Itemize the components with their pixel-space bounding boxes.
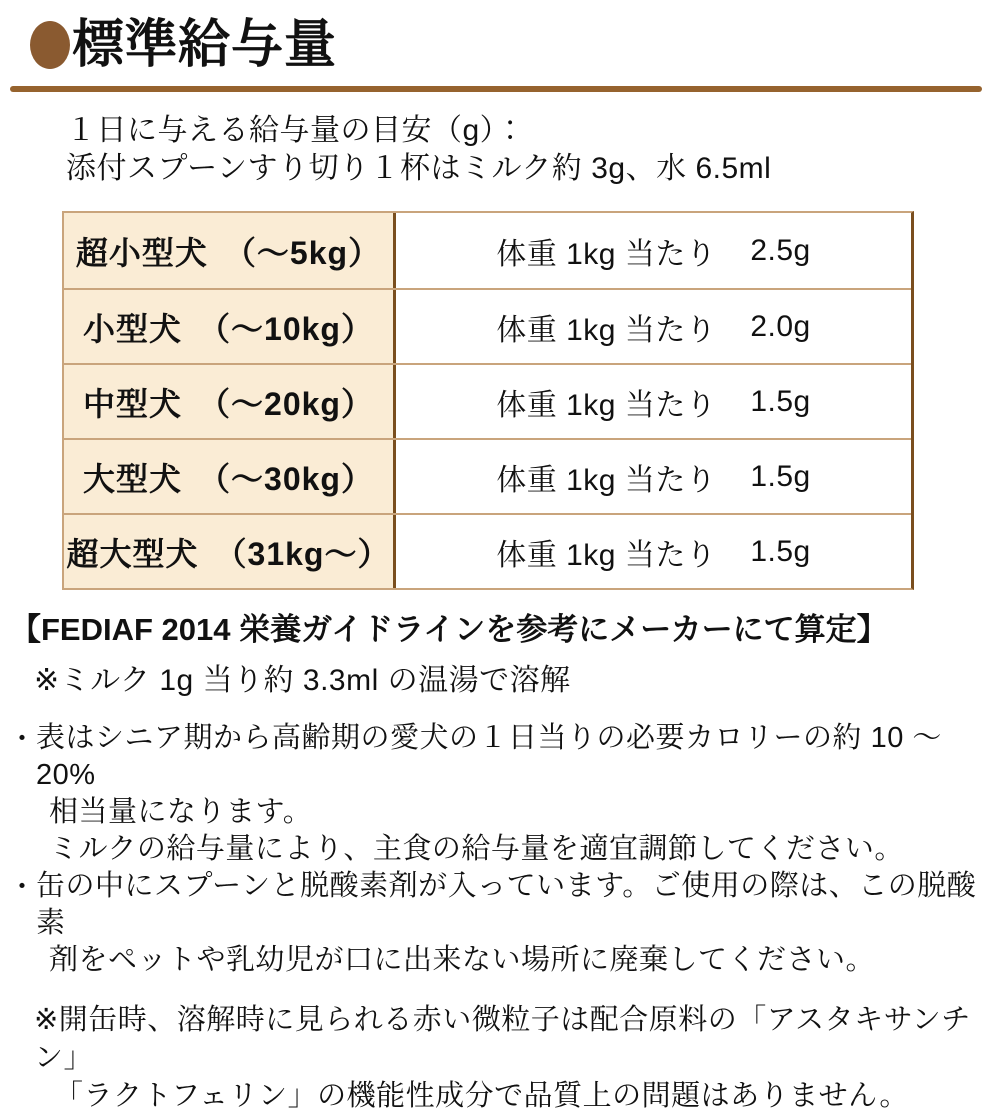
bullet-marker: ・ [8, 871, 37, 902]
dose-label: 体重 1kg 当たり [496, 313, 717, 347]
intro-text [66, 112, 1000, 188]
dog-size-range: （～20kg） [198, 385, 374, 422]
notes-bullet-list [8, 720, 1000, 979]
dose-amount: 1.5g [750, 384, 811, 418]
dose-cell [396, 365, 911, 438]
dose-amount: 2.5g [750, 233, 811, 267]
table-row [64, 288, 911, 363]
bullet-line: 缶の中にスプーンと脱酸素剤が入っています。ご使用の際は、この脱酸素 [36, 870, 977, 939]
milk-dissolve-note: ※ミルク 1g 当り約 3.3ml の温湯で溶解 [34, 664, 571, 697]
dog-size-category: 中型犬 [83, 385, 183, 422]
dose-amount: 1.5g [750, 459, 811, 493]
intro-line-1: １日に与える給与量の目安（g）： [66, 114, 526, 147]
dog-size-range: （31kg～） [214, 535, 391, 572]
table-row [64, 213, 911, 288]
dose-cell [396, 515, 911, 588]
note-line: 「ラクトフェリン」の機能性成分で品質上の問題はありません。 [54, 1080, 909, 1112]
dog-size-cell [64, 290, 396, 363]
red-particle-note [34, 1001, 1000, 1115]
bullet-marker: ・ [8, 723, 37, 754]
bullet-text [36, 720, 1000, 868]
intro-line-2: 添付スプーンすり切り１杯はミルク約 3g、水 6.5ml [66, 152, 772, 185]
dog-size-cell [64, 440, 396, 513]
table-row [64, 438, 911, 513]
bullet-line: 剤をペットや乳幼児が口に出来ない場所に廃棄してください。 [49, 944, 876, 976]
dose-cell [396, 213, 911, 288]
dog-size-range: （～10kg） [198, 310, 374, 347]
header-divider [10, 86, 982, 92]
brown-circle-icon [30, 21, 70, 69]
table-row [64, 513, 911, 588]
bullet-line: 表はシニア期から高齢期の愛犬の１日当りの必要カロリーの約 10 ～ 20% [36, 722, 942, 791]
dog-size-category: 超小型犬 [75, 234, 208, 271]
dose-amount: 1.5g [750, 534, 811, 568]
dose-amount: 2.0g [750, 309, 811, 343]
dog-size-cell [64, 365, 396, 438]
list-item [8, 868, 1000, 979]
dose-label: 体重 1kg 当たり [496, 538, 717, 572]
table-row [64, 363, 911, 438]
page-title: 標準給与量 [72, 16, 338, 74]
list-item [8, 720, 1000, 868]
dog-size-range: （～30kg） [198, 460, 374, 497]
dose-label: 体重 1kg 当たり [496, 388, 717, 422]
dog-size-category: 小型犬 [83, 310, 183, 347]
bullet-line: ミルクの給与量により、主食の給与量を適宜調節してください。 [49, 833, 904, 865]
dog-size-cell [64, 213, 396, 288]
bullet-text [36, 868, 1000, 979]
dose-label: 体重 1kg 当たり [496, 237, 717, 271]
fediaf-guideline-note: 【FEDIAF 2014 栄養ガイドラインを参考にメーカーにて算定】 [10, 612, 888, 647]
dose-cell [396, 290, 911, 363]
dog-size-category: 超大型犬 [66, 535, 199, 572]
dose-label: 体重 1kg 当たり [496, 463, 717, 497]
bullet-line: 相当量になります。 [49, 796, 313, 828]
dose-cell [396, 440, 911, 513]
feeding-amount-table [62, 211, 914, 590]
dog-size-category: 大型犬 [83, 460, 183, 497]
note-line: ※開缶時、溶解時に見られる赤い微粒子は配合原料の「アスタキサンチン」 [34, 1004, 971, 1074]
section-header [0, 16, 1000, 74]
dog-size-cell [64, 515, 396, 588]
dog-size-range: （～5kg） [223, 234, 382, 271]
